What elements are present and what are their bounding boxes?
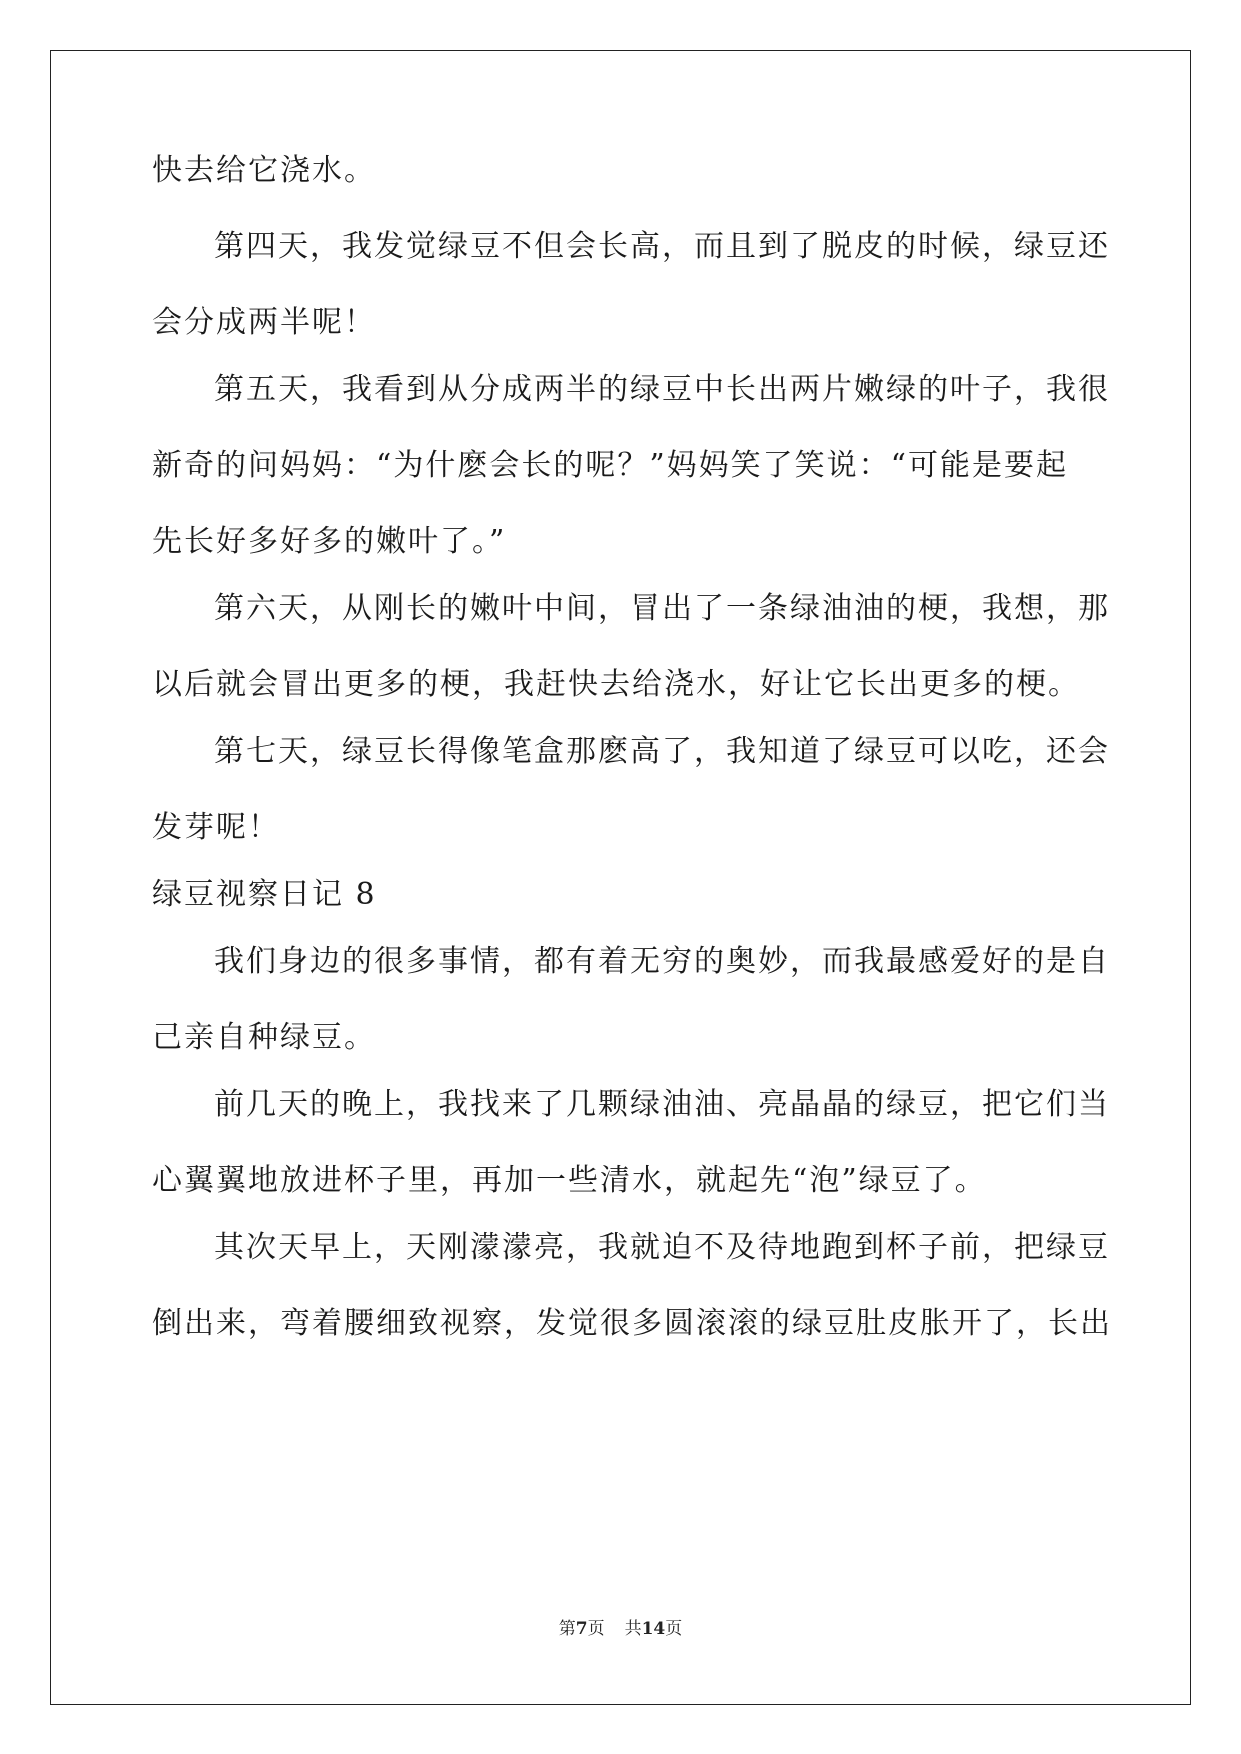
paragraph-line: 第六天，从刚长的嫩叶中间，冒出了一条绿油油的梗，我想，那 — [214, 591, 1110, 626]
paragraph-line: 发芽呢！ — [152, 810, 280, 845]
paragraph-line: 前几天的晚上，我找来了几颗绿油油、亮晶晶的绿豆，把它们当 — [214, 1087, 1110, 1122]
paragraph-line: 第五天，我看到从分成两半的绿豆中长出两片嫩绿的叶子，我很 — [214, 372, 1110, 407]
page-number: 第7页 — [558, 1619, 605, 1639]
page-total: 共14页 — [624, 1619, 683, 1639]
section-heading: 绿豆视察日记 8 — [152, 877, 377, 912]
paragraph-line: 己亲自种绿豆。 — [152, 1020, 376, 1055]
paragraph-line: 会分成两半呢！ — [152, 305, 376, 340]
paragraph-line: 其次天早上，天刚濛濛亮，我就迫不及待地跑到杯子前，把绿豆 — [214, 1230, 1110, 1265]
paragraph-line: 快去给它浇水。 — [152, 153, 376, 188]
paragraph-line: 第七天，绿豆长得像笔盒那麽高了，我知道了绿豆可以吃，还会 — [214, 734, 1110, 769]
paragraph-line: 第四天，我发觉绿豆不但会长高，而且到了脱皮的时候，绿豆还 — [214, 229, 1110, 264]
paragraph-line: 新奇的问妈妈：“为什麽会长的呢？”妈妈笑了笑说：“可能是要起 — [152, 448, 1069, 483]
paragraph-line: 先长好多好多的嫩叶了。” — [152, 524, 507, 559]
paragraph-line: 心翼翼地放进杯子里，再加一些清水，就起先“泡”绿豆了。 — [152, 1163, 987, 1198]
page-footer — [0, 1617, 1241, 1641]
paragraph-line: 倒出来，弯着腰细致视察，发觉很多圆滚滚的绿豆肚皮胀开了，长出 — [152, 1306, 1112, 1341]
paragraph-line: 我们身边的很多事情，都有着无穷的奥妙，而我最感爱好的是自 — [214, 944, 1110, 979]
paragraph-line: 以后就会冒出更多的梗，我赶快去给浇水，好让它长出更多的梗。 — [152, 667, 1080, 702]
